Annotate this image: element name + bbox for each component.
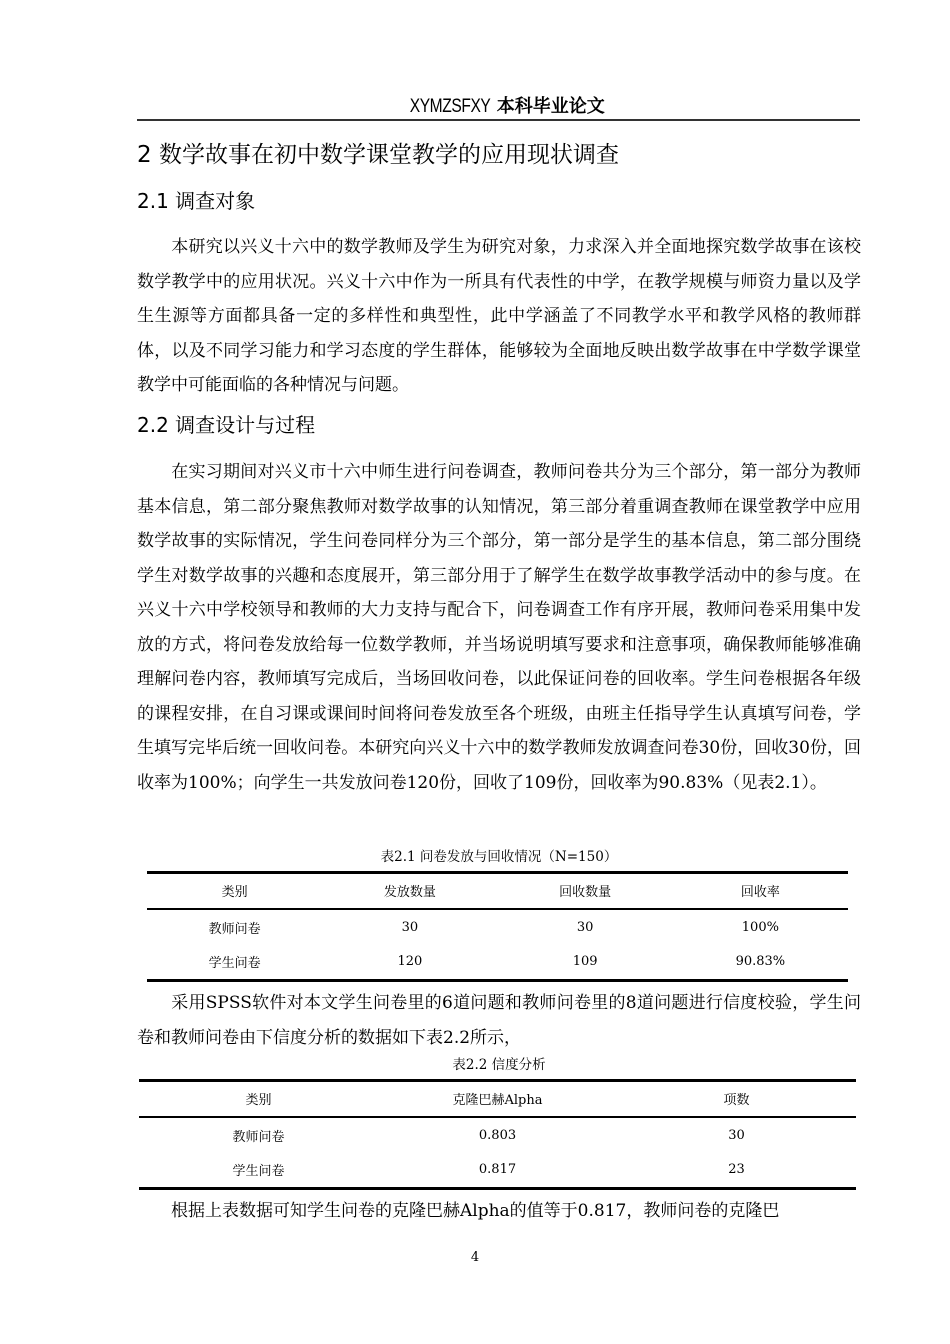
section-2-2-paragraph-2 <box>137 986 861 1055</box>
table-cell: 30 <box>401 919 419 935</box>
column-header: 类别 <box>139 1081 378 1117</box>
table-2-2 <box>139 1079 856 1190</box>
section-2-2-title: 2.2 调查设计与过程 <box>137 413 316 437</box>
paragraph-text: 本研究以兴义十六中的数学教师及学生为研究对象，力求深入并全面地探究数学故事在该校数学教学中的应用状况。兴义十六中作为一所具有代表性的中学，在教学规模与师资力量以及学生生源等方面都具备一定的多样性和典型性，此中学涵盖了不同教学水平和教学风格的教师群体，以及不同学习能力和学习态度的学生群体，能够较为全面地反映出数学故事在中学数学课堂教学中可能面临的各种情况与问题。 <box>137 237 861 395</box>
table-cell: 学生问卷 <box>208 956 261 972</box>
table-cell: 109 <box>572 954 598 970</box>
column-header: 克隆巴赫Alpha <box>378 1081 617 1117</box>
table-cell: 120 <box>397 954 423 970</box>
table-cell: 90.83% <box>735 954 786 970</box>
paragraph-text: 采用SPSS软件对本文学生问卷里的6道问题和教师问卷里的8道问题进行信度校验，学生问卷和教师问卷由下信度分析的数据如下表2.2所示， <box>137 993 861 1048</box>
table-header-row <box>147 873 848 909</box>
table-header-row <box>139 1081 856 1117</box>
section-2-2-paragraph-3 <box>137 1194 861 1229</box>
table-cell: 学生问卷 <box>232 1164 285 1180</box>
page-number: 4 <box>470 1250 480 1265</box>
table-row <box>147 909 848 945</box>
column-header: 回收数量 <box>498 873 673 909</box>
table-row <box>139 1117 856 1153</box>
section-2-2-paragraph-1 <box>137 455 861 800</box>
table-row <box>147 945 848 981</box>
school-code: XYMZSFXY <box>409 96 491 117</box>
table-cell: 23 <box>728 1162 745 1178</box>
table-cell: 0.803 <box>478 1127 517 1143</box>
section-2-1-paragraph <box>137 230 861 403</box>
running-header <box>137 94 860 119</box>
column-header: 发放数量 <box>322 873 497 909</box>
table-2-1 <box>147 871 848 982</box>
table-cell: 100% <box>741 919 779 935</box>
table-cell: 教师问卷 <box>232 1129 285 1145</box>
table-2-1-caption: 表2.1 问卷发放与回收情况（N=150） <box>380 849 618 865</box>
section-2-1-title: 2.1 调查对象 <box>137 189 256 213</box>
table-row <box>139 1153 856 1189</box>
paragraph-text: 根据上表数据可知学生问卷的克隆巴赫Alpha的值等于0.817，教师问卷的克隆巴 <box>171 1201 780 1221</box>
header-divider <box>137 119 860 121</box>
column-header: 回收率 <box>673 873 848 909</box>
column-header: 项数 <box>617 1081 856 1117</box>
chapter-title: 2 数学故事在初中数学课堂教学的应用现状调查 <box>137 142 619 168</box>
table-cell: 教师问卷 <box>208 921 261 937</box>
table-cell: 30 <box>576 919 594 935</box>
document-type: 本科毕业论文 <box>496 96 605 117</box>
paragraph-text: 在实习期间对兴义市十六中师生进行问卷调查，教师问卷共分为三个部分，第一部分为教师基本信息，第二部分聚焦教师对数学故事的认知情况，第三部分着重调查教师在课堂教学中应用数学故事的实际情况，学生问卷同样分为三个部分，第一部分是学生的基本信息，第二部分围绕学生对数学故事的兴趣和态度展开，第三部分用于了解学生在数学故事教学活动中的参与度。在兴义十六中学校领导和教师的大力支持与配合下，问卷调查工作有序开展，教师问卷采用集中发放的方式，将问卷发放给每一位数学教师，并当场说明填写要求和注意事项，确保教师能够准确理解问卷内容，教师填写完成后，当场回收问卷，以此保证问卷的回收率。学生问卷根据各年级的课程安排，在自习课或课间时间将问卷发放至各个班级，由班主任指导学生认真填写问卷，学生填写完毕后统一回收问卷。本研究向兴义十六中的数学教师发放调查问卷30份，回收30份，回收率为100%；向学生一共发放问卷120份，回收了109份，回收率为90.83%（见表2.1）。 <box>137 462 861 793</box>
column-header: 类别 <box>147 873 322 909</box>
table-2-2-caption: 表2.2 信度分析 <box>452 1057 546 1073</box>
table-cell: 0.817 <box>478 1162 517 1178</box>
table-cell: 30 <box>728 1127 745 1143</box>
